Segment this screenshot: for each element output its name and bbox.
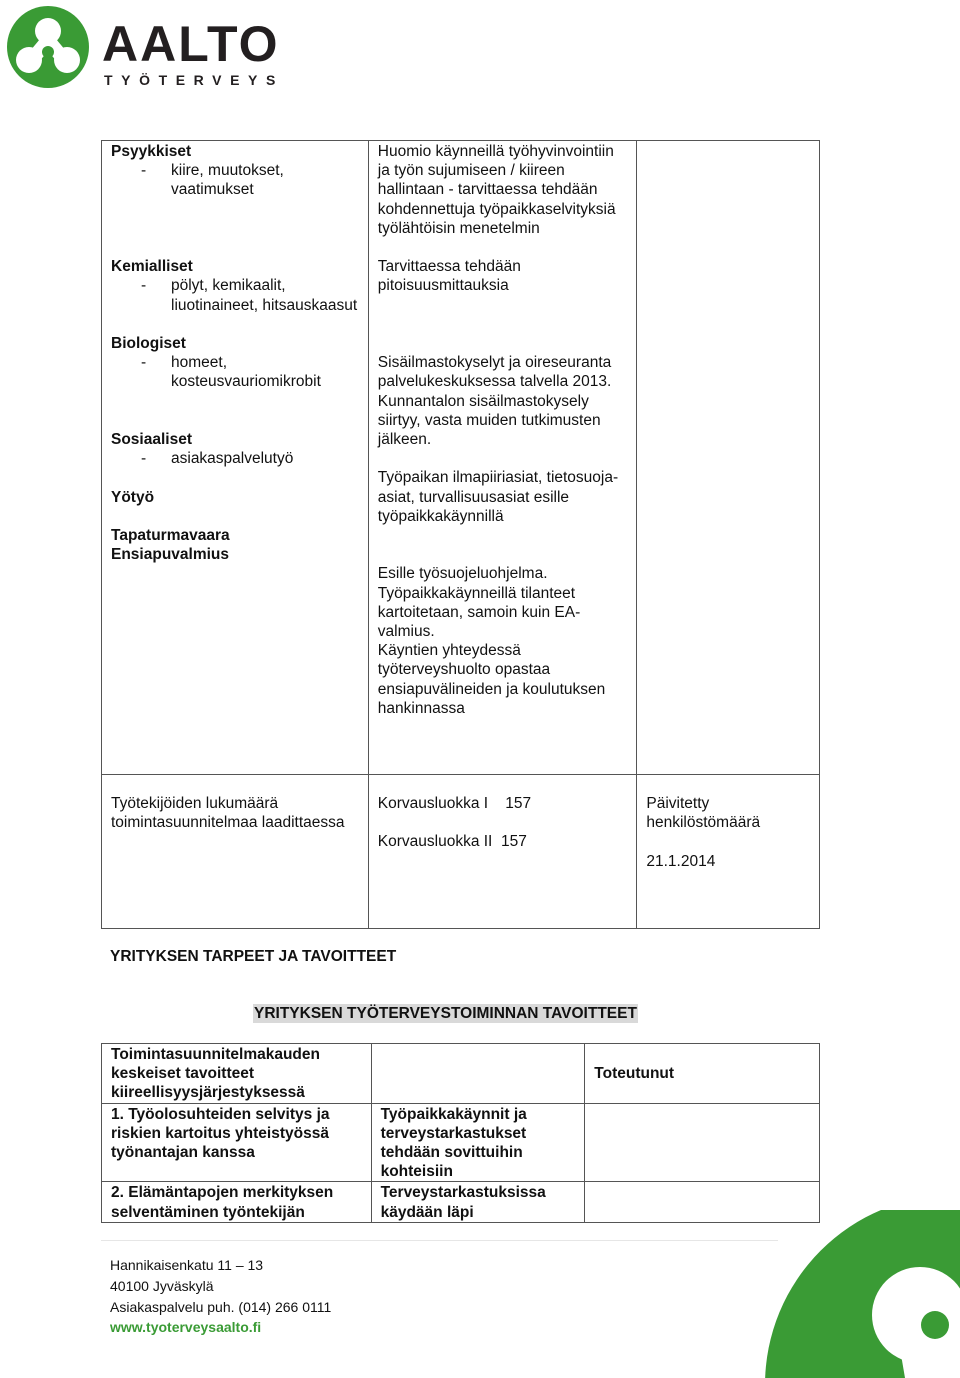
action-text: Sisäilmastokyselyt ja oireseuranta palvelukeskuksessa talvella 2013. Kunnantalon sisäilmastokysely siirtyy, vasta muiden tutkimusten jälkeen. [377, 354, 612, 448]
logo-subtitle: TYÖTERVEYS [104, 72, 284, 88]
goal-text: 2. Elämäntapojen merkityksen selventäminen työntekijän [102, 1182, 372, 1222]
goal-action: Terveystarkastuksissa käydään läpi [371, 1182, 585, 1222]
risk-title: Psyykkiset [111, 143, 192, 160]
goal-action: Työpaikkakäynnit ja terveystarkastukset tehdään sovittuihin kohteisiin [371, 1103, 585, 1182]
updated-count-cell [637, 775, 820, 929]
updated-count-label: Päivitetty henkilöstömäärä [646, 795, 761, 832]
section-heading: YRITYKSEN TARPEET JA TAVOITTEET [110, 948, 397, 965]
updated-date: 21.1.2014 [646, 852, 716, 870]
compensation-class-1: Korvausluokka I 157 [377, 795, 532, 812]
risk-factors-cell [102, 141, 369, 775]
risk-title: Biologiset [111, 334, 186, 352]
risk-item: - homeet, kosteusvauriomikrobit [141, 354, 321, 391]
action-text: Huomio käynneillä työhyvinvointiin ja työn sujumiseen / kiireen hallintaan - tarvittaessa tehdään kohdennettuja työpaikkaselvityksiä työlähtöisin menetelmin [377, 143, 616, 237]
goals-header-goals: Toimintasuunnitelmakauden keskeiset tavoitteet kiireellisyysjärjestyksessä [102, 1044, 372, 1104]
corner-logo-decoration-icon [740, 1210, 960, 1378]
goals-header-realized: Toteutunut [585, 1044, 820, 1104]
footer-divider [101, 1240, 778, 1241]
risk-item: - kiire, muutokset, vaatimukset [141, 162, 284, 199]
risk-item: - asiakaspalvelutyö [141, 450, 294, 468]
risk-table [101, 140, 820, 929]
risk-title: Sosiaaliset [111, 430, 192, 448]
footer-website-link[interactable]: www.tyoterveysaalto.fi [110, 1319, 262, 1336]
footer-city: 40100 Jyväskylä [110, 1277, 214, 1294]
action-text: Työpaikan ilmapiiriasiat, tietosuoja-asiat, turvallisuusasiat esille työpaikkakäynnillä [377, 469, 619, 525]
footer [110, 1255, 331, 1338]
logo-wordmark: AALTO [102, 16, 280, 72]
actions-cell [368, 141, 637, 775]
goal-text: 1. Työolosuhteiden selvitys ja riskien kartoitus yhteistyössä työnantajan kanssa [102, 1103, 372, 1182]
compensation-class-2: Korvausluokka II 157 [377, 833, 527, 851]
risk-title: Kemialliset [111, 258, 193, 276]
risk-title: Yötyö [111, 488, 155, 506]
action-text: Esille työsuojeluohjelma. Työpaikkakäynneillä tilanteet kartoitetaan, samoin kuin EA-valmius. [377, 565, 581, 640]
action-text: Tarvittaessa tehdään pitoisuusmittauksia [377, 258, 521, 295]
risk-item: - pölyt, kemikaalit, liuotinaineet, hitsauskaasut [141, 277, 358, 314]
aalto-logo-icon [5, 5, 91, 89]
risk-title: Tapaturmavaara [111, 526, 230, 544]
employee-count-label: Työtekijöiden lukumäärä toimintasuunnitelmaa laadittaessa [102, 775, 369, 929]
risk-title: Ensiapuvalmius [111, 546, 230, 564]
goals-header-empty [371, 1044, 585, 1104]
goal-realized [585, 1103, 820, 1182]
goals-table [101, 1043, 820, 1223]
footer-phone: Asiakaspalvelu puh. (014) 266 0111 [110, 1298, 332, 1315]
compensation-classes-cell [368, 775, 637, 929]
goals-heading: YRITYKSEN TYÖTERVEYSTOIMINNAN TAVOITTEET [254, 1005, 637, 1022]
footer-address: Hannikaisenkatu 11 – 13 [110, 1257, 264, 1273]
action-text: Käyntien yhteydessä työterveyshuolto opastaa ensiapuvälineiden ja koulutuksen hankinnassa [377, 642, 606, 717]
empty-cell [637, 141, 820, 775]
